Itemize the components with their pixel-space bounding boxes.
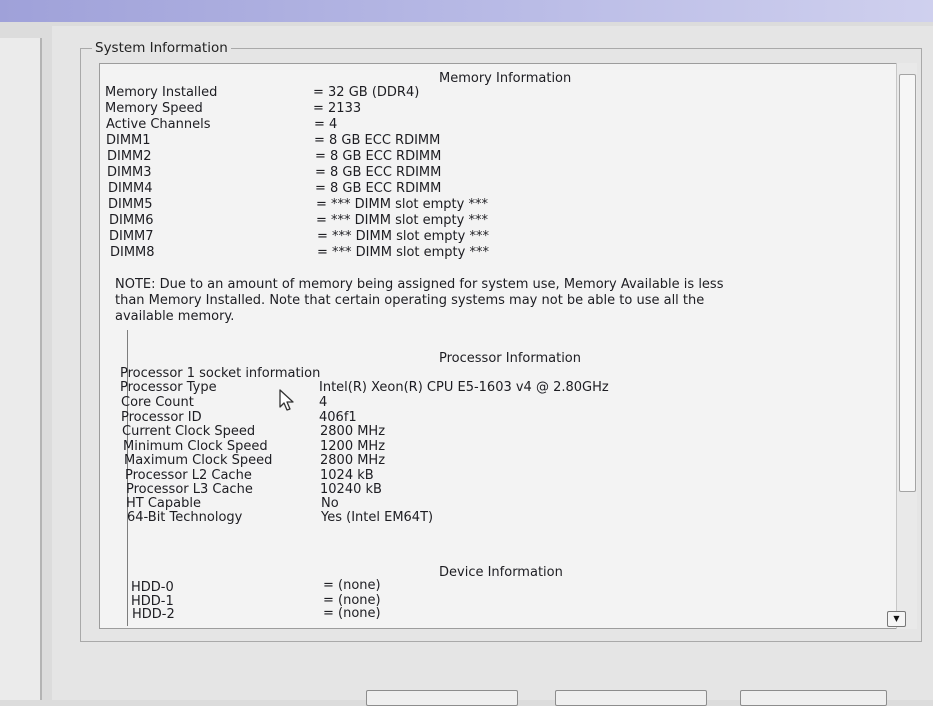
processor-row-value: 4 bbox=[319, 395, 328, 410]
memory-row-value: = 8 GB ECC RDIMM bbox=[314, 133, 441, 148]
processor-row-value: Yes (Intel EM64T) bbox=[321, 510, 434, 525]
memory-row-value: = 2133 bbox=[313, 101, 362, 116]
device-row-value: = (none) bbox=[323, 606, 381, 621]
processor-row-label: Current Clock Speed bbox=[122, 424, 256, 439]
processor-row-value: 406f1 bbox=[319, 410, 357, 425]
memory-row-value: = 4 bbox=[314, 117, 338, 132]
processor-section-title: Processor Information bbox=[439, 351, 581, 366]
chevron-down-icon: ▼ bbox=[893, 614, 900, 623]
window-title-bar bbox=[0, 0, 933, 22]
device-row-value: = (none) bbox=[323, 593, 381, 608]
bottom-button-1[interactable] bbox=[366, 690, 518, 706]
processor-socket-label: Processor 1 socket information bbox=[120, 366, 321, 381]
device-row-label: HDD-0 bbox=[131, 580, 174, 595]
memory-row-value: = 8 GB ECC RDIMM bbox=[315, 165, 442, 180]
memory-row-label: DIMM5 bbox=[108, 197, 153, 212]
processor-row-value: 2800 MHz bbox=[320, 424, 386, 439]
device-row-label: HDD-1 bbox=[131, 594, 174, 609]
memory-row-value: = 32 GB (DDR4) bbox=[313, 85, 420, 100]
device-section-title: Device Information bbox=[439, 565, 563, 580]
processor-row-label: Core Count bbox=[121, 395, 194, 410]
memory-row-value: = 8 GB ECC RDIMM bbox=[315, 149, 442, 164]
mouse-pointer-icon bbox=[279, 389, 297, 413]
processor-row-value: 10240 kB bbox=[320, 482, 382, 497]
bottom-button-2[interactable] bbox=[555, 690, 707, 706]
processor-row-label: HT Capable bbox=[126, 496, 201, 511]
memory-row-label: Memory Speed bbox=[105, 101, 203, 116]
memory-section-title: Memory Information bbox=[439, 71, 572, 86]
memory-row-label: DIMM6 bbox=[109, 213, 154, 228]
memory-row-value: = *** DIMM slot empty *** bbox=[317, 245, 489, 260]
memory-note-line: NOTE: Due to an amount of memory being assigned for system use, Memory Available is less bbox=[115, 277, 724, 292]
left-navigation-panel[interactable] bbox=[0, 38, 42, 700]
processor-row-label: Processor L2 Cache bbox=[125, 468, 252, 483]
memory-row-label: DIMM1 bbox=[106, 133, 151, 148]
group-title: System Information bbox=[92, 40, 231, 56]
processor-row-label: Minimum Clock Speed bbox=[123, 439, 268, 454]
processor-row-value: No bbox=[321, 496, 339, 511]
memory-row-value: = *** DIMM slot empty *** bbox=[316, 213, 488, 228]
memory-note-line: available memory. bbox=[115, 309, 235, 324]
processor-row-value: 1200 MHz bbox=[320, 439, 386, 454]
memory-row-value: = *** DIMM slot empty *** bbox=[317, 229, 489, 244]
memory-row-value: = *** DIMM slot empty *** bbox=[316, 197, 488, 212]
memory-row-value: = 8 GB ECC RDIMM bbox=[315, 181, 442, 196]
processor-row-label: Maximum Clock Speed bbox=[124, 453, 273, 468]
processor-row-value: 2800 MHz bbox=[320, 453, 386, 468]
processor-row-label: Processor Type bbox=[120, 380, 217, 395]
device-row-value: = (none) bbox=[323, 578, 381, 593]
memory-row-label: DIMM4 bbox=[108, 181, 153, 196]
info-scroll-panel[interactable] bbox=[99, 63, 898, 629]
scroll-down-button[interactable] bbox=[887, 611, 906, 627]
device-row-label: HDD-2 bbox=[132, 607, 175, 622]
processor-row-label: 64-Bit Technology bbox=[127, 510, 243, 525]
processor-row-value: Intel(R) Xeon(R) CPU E5-1603 v4 @ 2.80GHz bbox=[319, 380, 609, 395]
memory-row-label: DIMM7 bbox=[109, 229, 154, 244]
memory-row-label: DIMM3 bbox=[107, 165, 152, 180]
memory-row-label: DIMM8 bbox=[110, 245, 155, 260]
memory-row-label: Memory Installed bbox=[105, 85, 218, 100]
bottom-button-3[interactable] bbox=[740, 690, 887, 706]
processor-row-label: Processor L3 Cache bbox=[126, 482, 253, 497]
memory-row-label: DIMM2 bbox=[107, 149, 152, 164]
processor-row-value: 1024 kB bbox=[320, 468, 374, 483]
processor-row-label: Processor ID bbox=[121, 410, 202, 425]
memory-row-label: Active Channels bbox=[106, 117, 211, 132]
scrollbar-thumb[interactable] bbox=[899, 74, 916, 492]
memory-note bbox=[115, 277, 825, 325]
memory-note-line: than Memory Installed. Note that certain operating systems may not be able to use all the bbox=[115, 293, 705, 308]
